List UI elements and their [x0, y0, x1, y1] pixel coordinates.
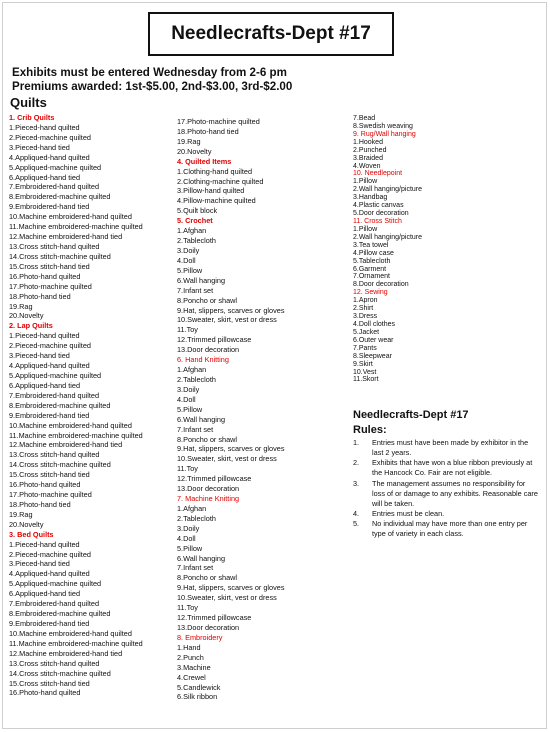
rule-text: Entries must be clean.	[372, 508, 445, 518]
entry-item: 2.Wall hanging/picture	[353, 233, 423, 241]
entry-item: 1.Apron	[353, 297, 378, 305]
entry-item: 7.Infant set	[177, 424, 214, 434]
entry-item: 8.Poncho or shawl	[177, 434, 238, 444]
entry-item: 8.Door decoration	[353, 281, 409, 289]
entry-item: 5.Appliqued-machine quilted	[9, 579, 102, 589]
entry-item: 3.Dress	[353, 313, 378, 321]
entry-item: 18.Photo-hand tied	[9, 291, 71, 301]
entry-item: 7.Embroidered-hand quilted	[9, 599, 100, 609]
entry-item: 15.Cross stitch-hand tied	[9, 678, 90, 688]
entry-item: 5.Pillow	[177, 543, 203, 553]
entry-item: 19.Rag	[177, 136, 201, 146]
entry-item: 9.Embroidered-hand tied	[9, 410, 90, 420]
entry-item: 12.Machine embroidered-hand tied	[9, 440, 123, 450]
entry-item: 8.Swedish weaving	[353, 122, 413, 130]
entry-item: 11.Toy	[177, 603, 198, 613]
rule-item	[353, 479, 539, 509]
entry-item: 4.Doll	[177, 394, 196, 404]
entry-item: 4.Doll	[177, 255, 196, 265]
entry-item: 10.Vest	[353, 368, 377, 376]
entry-item: 15.Cross stitch-hand tied	[9, 470, 90, 480]
category-heading: 6. Hand Knitting	[177, 355, 229, 365]
entry-item: 9.Skirt	[353, 360, 373, 368]
entry-item: 20.Novelty	[9, 311, 44, 321]
rule-text: No individual may have more than one entry per type of variety in each class.	[372, 519, 528, 539]
entry-item: 5.Candlewick	[177, 682, 221, 692]
entry-item: 4.Pillow case	[353, 249, 394, 257]
entry-item: 3.Doily	[177, 245, 200, 255]
entry-item: 12.Trimmed pillowcase	[177, 335, 252, 345]
entry-item: 6.Appliqued-hand tied	[9, 380, 80, 390]
entry-item: 3.Doily	[177, 384, 200, 394]
entry-item: 2.Punch	[177, 652, 204, 662]
category-heading: 7. Machine Knitting	[177, 494, 240, 504]
entry-item: 5.Tablecloth	[353, 257, 391, 265]
entry-item: 3.Pieced-hand tied	[9, 142, 70, 152]
category-heading: 5. Crochet	[177, 216, 213, 226]
entry-item: 5.Appliqued-machine quilted	[9, 370, 102, 380]
category-heading: 4. Quilted Items	[177, 156, 232, 166]
entry-item: 1.Clothing-hand quilted	[177, 166, 253, 176]
entry-item: 3.Pieced-hand tied	[9, 559, 70, 569]
entry-item: 11.Skort	[353, 376, 379, 384]
entry-item: 13.Door decoration	[177, 484, 240, 494]
entry-item: 7.Pants	[353, 344, 377, 352]
entry-item: 3.Pillow-hand quilted	[177, 186, 245, 196]
entry-item: 6.Garment	[353, 265, 387, 273]
entry-item: 9.Embroidered-hand tied	[9, 619, 90, 629]
column-1	[9, 113, 143, 698]
premiums-line: Premiums awarded: 1st-$5.00, 2nd-$3.00, 3rd-$2.00	[12, 80, 293, 93]
entry-item: 14.Cross stitch-machine quilted	[9, 668, 111, 678]
column-2	[177, 117, 284, 702]
rule-text: Exhibits that have won a blue ribbon previously at the Hancock Co. Fair are not eligible.	[372, 458, 533, 478]
entry-item: 15.Cross stitch-hand tied	[9, 261, 90, 271]
entry-item: 1.Pillow	[353, 225, 378, 233]
entry-item: 1.Afghan	[177, 503, 207, 513]
entry-item: 1.Afghan	[177, 226, 207, 236]
category-heading: 3. Bed Quilts	[9, 529, 54, 539]
rules-title: Needlecrafts-Dept #17	[353, 409, 469, 421]
entry-item: 7.Embroidered-hand quilted	[9, 182, 100, 192]
entry-item: 3.Braided	[353, 154, 383, 162]
entry-item: 18.Photo-hand tied	[177, 126, 239, 136]
entry-item: 2.Shirt	[353, 305, 374, 313]
rules-subtitle: Rules:	[353, 424, 387, 436]
entry-item: 8.Sleepwear	[353, 352, 392, 360]
page-title: Needlecrafts-Dept #17	[148, 12, 394, 56]
entry-item: 3.Doily	[177, 523, 200, 533]
entry-item: 19.Rag	[9, 301, 33, 311]
entry-item: 4.Appliqued-hand quilted	[9, 361, 90, 371]
entry-item: 3.Pieced-hand tied	[9, 351, 70, 361]
entry-item: 1.Afghan	[177, 365, 207, 375]
entry-item: 8.Poncho or shawl	[177, 295, 238, 305]
entry-item: 10.Sweater, skirt, vest or dress	[177, 593, 277, 603]
entry-item: 4.Crewel	[177, 672, 206, 682]
exhibit-time-line: Exhibits must be entered Wednesday from 2-6 pm	[12, 66, 287, 79]
category-heading: 12. Sewing	[353, 289, 388, 297]
entry-item: 2.Pieced-machine quilted	[9, 549, 91, 559]
rule-number: 3.	[353, 478, 360, 488]
entry-item: 17.Photo-machine quilted	[177, 117, 260, 126]
entry-item: 7.Embroidered-hand quilted	[9, 390, 100, 400]
entry-item: 14.Cross stitch-machine quilted	[9, 460, 111, 470]
entry-item: 16.Photo-hand quilted	[9, 480, 81, 490]
entry-item: 17.Photo-machine quilted	[9, 281, 92, 291]
category-heading: 1. Crib Quilts	[9, 113, 55, 122]
entry-item: 14.Cross stitch-machine quilted	[9, 251, 111, 261]
entry-item: 1.Hand	[177, 642, 201, 652]
entry-item: 6.Appliqued-hand tied	[9, 589, 80, 599]
entry-item: 17.Photo-machine quilted	[9, 490, 92, 500]
entry-item: 5.Quilt block	[177, 206, 218, 216]
entry-item: 1.Pieced-hand quilted	[9, 539, 80, 549]
entry-item: 6.Wall hanging	[177, 553, 225, 563]
entry-item: 20.Novelty	[177, 146, 212, 156]
entry-item: 2.Clothing-machine quilted	[177, 176, 264, 186]
category-heading: 10. Needlepoint	[353, 170, 403, 178]
entry-item: 16.Photo-hand quilted	[9, 688, 81, 698]
entry-item: 5.Pillow	[177, 404, 203, 414]
entry-item: 1.Pieced-hand quilted	[9, 331, 80, 341]
rule-item	[353, 509, 539, 519]
rule-item	[353, 519, 539, 539]
entry-item: 10.Sweater, skirt, vest or dress	[177, 454, 277, 464]
entry-item: 10.Machine embroidered-hand quilted	[9, 420, 132, 430]
entry-item: 9.Embroidered-hand tied	[9, 202, 90, 212]
entry-item: 4.Doll	[177, 533, 196, 543]
entry-item: 6.Wall hanging	[177, 275, 225, 285]
entry-item: 10.Machine embroidered-hand quilted	[9, 212, 132, 222]
entry-item: 2.Punched	[353, 146, 387, 154]
rule-text: The management assumes no responsibility for loss of or damage to any exhibits. Reasonable care will be taken.	[372, 478, 538, 508]
entry-item: 18.Photo-hand tied	[9, 499, 71, 509]
entry-item: 13.Door decoration	[177, 623, 240, 633]
entry-item: 11.Machine embroidered-machine quilted	[9, 222, 143, 232]
entry-item: 13.Door decoration	[177, 345, 240, 355]
category-heading: 8. Embroidery	[177, 632, 223, 642]
entry-item: 11.Toy	[177, 325, 198, 335]
entry-item: 7.Infant set	[177, 563, 214, 573]
entry-item: 12.Machine embroidered-hand tied	[9, 232, 123, 242]
entry-item: 10.Machine embroidered-hand quilted	[9, 628, 132, 638]
entry-item: 4.Woven	[353, 162, 381, 170]
entry-item: 6.Wall hanging	[177, 414, 225, 424]
entry-item: 16.Photo-hand quilted	[9, 271, 81, 281]
category-heading: 2. Lap Quilts	[9, 321, 53, 331]
entry-item: 13.Cross stitch-hand quilted	[9, 658, 100, 668]
entry-item: 11.Machine embroidered-machine quilted	[9, 638, 143, 648]
entry-item: 5.Door decoration	[353, 210, 409, 218]
entry-item: 3.Tea towel	[353, 241, 389, 249]
entry-item: 9.Hat, slippers, scarves or gloves	[177, 583, 285, 593]
entry-item: 11.Machine embroidered-machine quilted	[9, 430, 143, 440]
rule-item	[353, 438, 539, 458]
entry-item: 5.Pillow	[177, 265, 203, 275]
entry-item: 8.Embroidered-machine quilted	[9, 192, 111, 202]
entry-item: 1.Pillow	[353, 178, 378, 186]
entry-item: 8.Poncho or shawl	[177, 573, 238, 583]
category-heading: 11. Cross Stitch	[353, 217, 402, 225]
entry-item: 2.Pieced-machine quilted	[9, 341, 91, 351]
entry-item: 6.Appliqued-hand tied	[9, 172, 80, 182]
entry-item: 3.Machine	[177, 662, 211, 672]
column-3	[353, 115, 422, 384]
entry-item: 9.Hat, slippers, scarves or gloves	[177, 444, 285, 454]
rule-number: 2.	[353, 458, 360, 468]
entry-item: 4.Doll clothes	[353, 320, 396, 328]
rule-number: 5.	[353, 519, 360, 529]
entry-item: 8.Embroidered-machine quilted	[9, 609, 111, 619]
rules-list	[353, 438, 539, 539]
entry-item: 13.Cross stitch-hand quilted	[9, 450, 100, 460]
entry-item: 20.Novelty	[9, 519, 44, 529]
rule-number: 4.	[353, 508, 360, 518]
entry-item: 10.Sweater, skirt, vest or dress	[177, 315, 277, 325]
category-heading: 9. Rug/Wall hanging	[353, 130, 416, 138]
entry-item: 5.Jacket	[353, 328, 380, 336]
entry-item: 8.Embroidered-machine quilted	[9, 400, 111, 410]
entry-item: 1.Pieced-hand quilted	[9, 122, 80, 132]
entry-item: 2.Tablecloth	[177, 374, 216, 384]
entry-item: 2.Tablecloth	[177, 236, 216, 246]
entry-item: 13.Cross stitch-hand quilted	[9, 241, 100, 251]
entry-item: 6.Silk ribbon	[177, 692, 218, 702]
entry-item: 2.Wall hanging/picture	[353, 186, 423, 194]
entry-item: 2.Tablecloth	[177, 513, 216, 523]
entry-item: 2.Pieced-machine quilted	[9, 132, 91, 142]
entry-item: 5.Appliqued-machine quilted	[9, 162, 102, 172]
entry-item: 4.Plastic canvas	[353, 202, 404, 210]
rule-item	[353, 458, 539, 478]
rule-number: 1.	[353, 438, 360, 447]
entry-item: 12.Trimmed pillowcase	[177, 613, 252, 623]
entry-item: 7.Ornament	[353, 273, 390, 281]
entry-item: 7.Infant set	[177, 285, 214, 295]
entry-item: 4.Appliqued-hand quilted	[9, 569, 90, 579]
section-heading-quilts: Quilts	[10, 95, 47, 110]
entry-item: 1.Hooked	[353, 138, 383, 146]
entry-item: 12.Machine embroidered-hand tied	[9, 648, 123, 658]
entry-item: 6.Outer wear	[353, 336, 394, 344]
entry-item: 3.Handbag	[353, 194, 388, 202]
entry-item: 11.Toy	[177, 464, 198, 474]
entry-item: 4.Appliqued-hand quilted	[9, 152, 90, 162]
entry-item: 4.Pillow-machine quilted	[177, 196, 256, 206]
rule-text: Entries must have been made by exhibitor in the last 2 years.	[372, 438, 529, 457]
entry-item: 7.Bead	[353, 115, 376, 122]
entry-item: 9.Hat, slippers, scarves or gloves	[177, 305, 285, 315]
entry-item: 19.Rag	[9, 509, 33, 519]
entry-item: 12.Trimmed pillowcase	[177, 474, 252, 484]
